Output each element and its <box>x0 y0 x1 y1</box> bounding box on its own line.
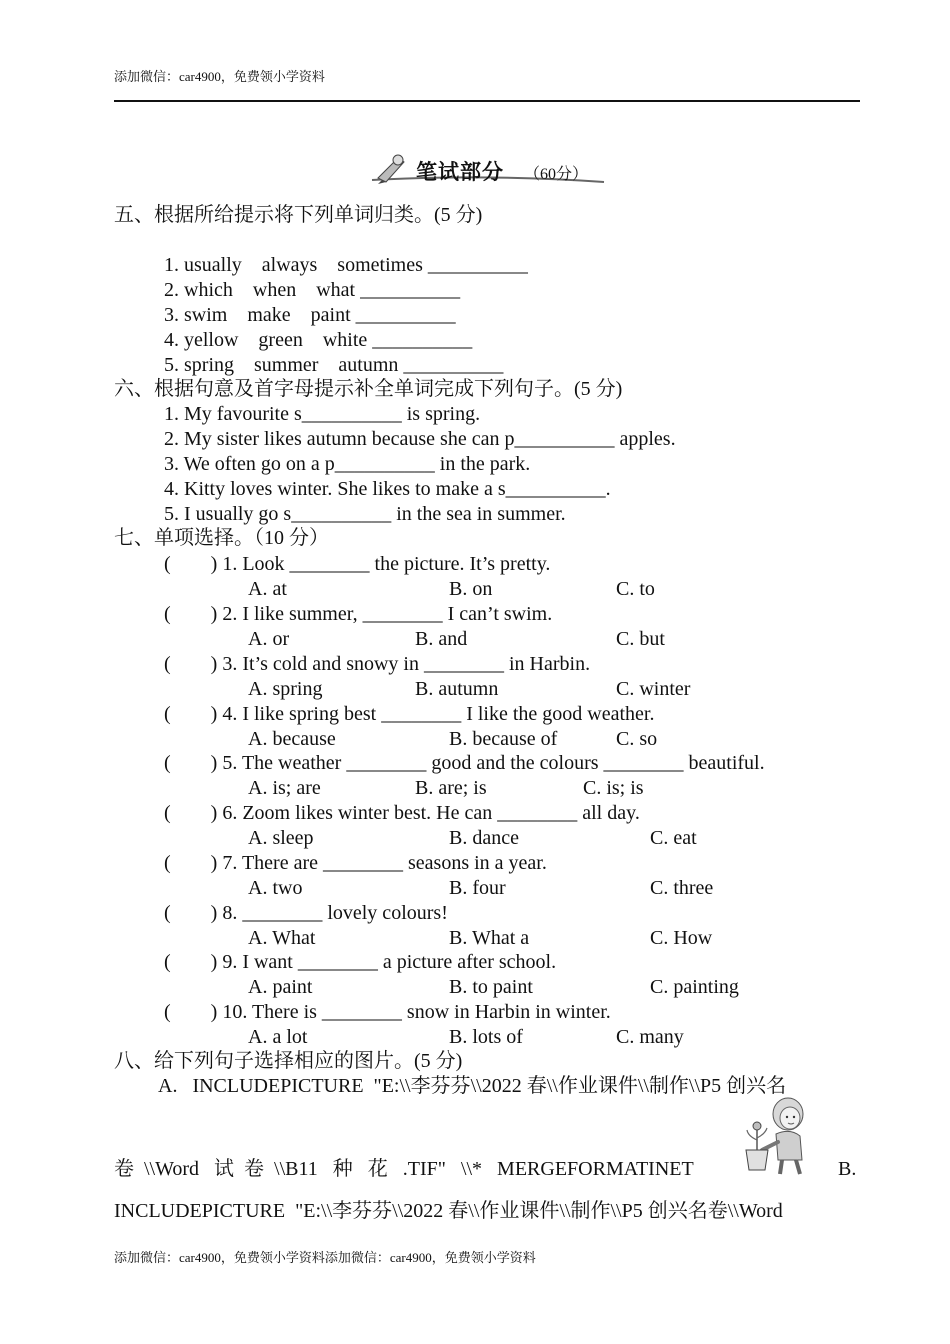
mc-question-5: ( ) 5. The weather ________ good and the colours ________ beautiful. <box>164 752 765 774</box>
option-a: A. because <box>248 728 336 750</box>
mc-question-8: ( ) 8. ________ lovely colours! <box>164 902 448 924</box>
field-code-line-a: A. INCLUDEPICTURE "E:\\李芬芬\\2022 春\\作业课件\\制作\\P5 创兴名 <box>158 1075 787 1097</box>
option-c: C. How <box>650 927 713 949</box>
section-6-heading: 六、根据句意及首字母提示补全单词完成下列句子。(5 分) <box>114 378 623 400</box>
mc-question-2: ( ) 2. I like summer, ________ I can’t swim. <box>164 603 553 625</box>
option-a: A. two <box>248 877 303 899</box>
mc-question-9: ( ) 9. I want ________ a picture after school. <box>164 951 557 973</box>
option-a: A. What <box>248 927 316 949</box>
sec6-item-1: 1. My favourite s__________ is spring. <box>164 403 481 425</box>
mc-question-6: ( ) 6. Zoom likes winter best. He can ________ all day. <box>164 802 640 824</box>
option-a: A. is; are <box>248 777 321 799</box>
picture-label-b: B. <box>838 1158 857 1180</box>
section-5-heading: 五、根据所给提示将下列单词归类。(5 分) <box>114 204 483 226</box>
option-a: A. sleep <box>248 827 314 849</box>
sec6-item-2: 2. My sister likes autumn because she can p__________ apples. <box>164 428 676 450</box>
option-c: C. winter <box>616 678 691 700</box>
option-a: A. paint <box>248 976 313 998</box>
section-8-heading: 八、给下列句子选择相应的图片。(5 分) <box>114 1050 463 1072</box>
option-b: B. dance <box>449 827 519 849</box>
mc-question-7: ( ) 7. There are ________ seasons in a year. <box>164 852 547 874</box>
mc-question-4: ( ) 4. I like spring best ________ I like the good weather. <box>164 703 655 725</box>
mc-question-3: ( ) 3. It’s cold and snowy in ________ in Harbin. <box>164 653 591 675</box>
sec6-item-5: 5. I usually go s__________ in the sea in summer. <box>164 503 566 525</box>
option-c: C. many <box>616 1026 684 1048</box>
field-code-line-c: INCLUDEPICTURE "E:\\李芬芬\\2022 春\\作业课件\\制作\\P5 创兴名卷\\Word <box>114 1200 783 1222</box>
option-b: B. on <box>449 578 493 600</box>
page-footer-note: 添加微信：car4900，免费领小学资料添加微信：car4900，免费领小学资料 <box>114 1250 536 1265</box>
option-a: A. a lot <box>248 1026 308 1048</box>
option-b: B. and <box>415 628 468 650</box>
section-title-banner <box>368 150 608 186</box>
section-title: 笔试部分 <box>416 160 504 184</box>
option-b: B. are; is <box>415 777 487 799</box>
option-c: C. so <box>616 728 658 750</box>
sec5-item-1: 1. usually always sometimes __________ <box>164 254 528 276</box>
field-code-line-b: 卷 \\Word 试 卷 \\B11 种 花 .TIF" \\* MERGEFORMATINET <box>114 1158 694 1180</box>
option-b: B. four <box>449 877 506 899</box>
sec5-item-4: 4. yellow green white __________ <box>164 329 473 351</box>
option-c: C. eat <box>650 827 697 849</box>
option-a: A. or <box>248 628 290 650</box>
option-b: B. autumn <box>415 678 499 700</box>
page-header-note: 添加微信：car4900，免费领小学资料 <box>114 69 325 84</box>
option-b: B. What a <box>449 927 530 949</box>
section-score: （60分） <box>524 166 589 183</box>
option-c: C. is; is <box>583 777 644 799</box>
mc-question-1: ( ) 1. Look ________ the picture. It’s pretty. <box>164 553 551 575</box>
option-c: C. three <box>650 877 714 899</box>
sec5-item-5: 5. spring summer autumn __________ <box>164 354 504 376</box>
option-b: B. to paint <box>449 976 533 998</box>
option-b: B. because of <box>449 728 558 750</box>
section-7-heading: 七、单项选择。（10 分） <box>114 527 329 549</box>
sec5-item-2: 2. which when what __________ <box>164 279 461 301</box>
option-c: C. painting <box>650 976 739 998</box>
option-a: A. spring <box>248 678 323 700</box>
option-a: A. at <box>248 578 287 600</box>
sec5-item-3: 3. swim make paint __________ <box>164 304 456 326</box>
header-divider <box>114 100 860 102</box>
sec6-item-4: 4. Kitty loves winter. She likes to make a s__________. <box>164 478 611 500</box>
girl-planting-flower-image <box>738 1094 812 1183</box>
option-c: C. but <box>616 628 665 650</box>
option-c: C. to <box>616 578 655 600</box>
option-b: B. lots of <box>449 1026 523 1048</box>
sec6-item-3: 3. We often go on a p__________ in the park. <box>164 453 531 475</box>
mc-question-10: ( ) 10. There is ________ snow in Harbin in winter. <box>164 1001 611 1023</box>
